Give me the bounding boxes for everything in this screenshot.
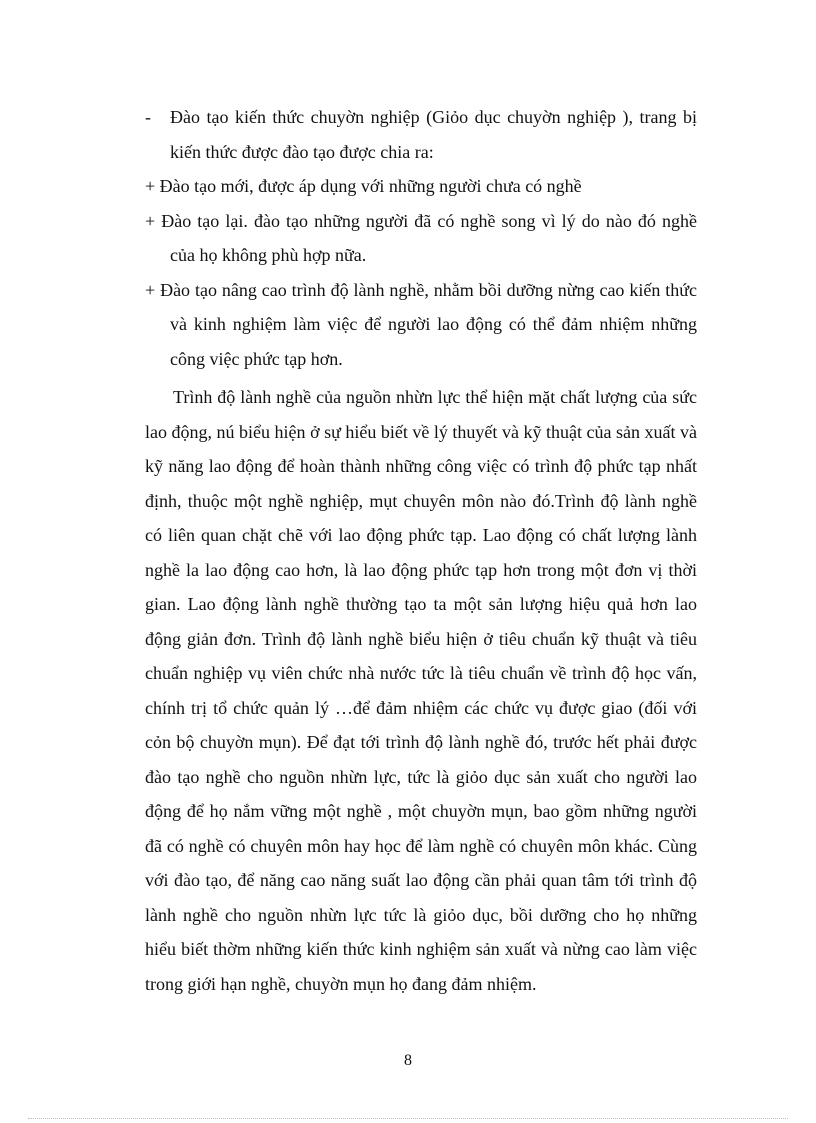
- plus-list-item-retraining: + Đào tạo lại. đào tạo những người đã có nghề song vì lý do nào đó nghề của họ không phù hợp nữa.: [145, 210, 697, 265]
- dash-list-item: [145, 100, 697, 169]
- plus-list-item-new-training: + Đào tạo mới, được áp dụng với những người chưa có nghề: [145, 176, 582, 196]
- dash-marker: -: [145, 107, 151, 127]
- document-body: [145, 100, 697, 1001]
- page-bottom-divider: [28, 1118, 788, 1119]
- plus-list-item-advanced-training: + Đào tạo nâng cao trình độ lành nghề, nhằm bồi dưỡng nừng cao kiến thức và kinh nghiệm làm việc để người lao động có thể đảm nhiệm những công việc phức tạp hơn.: [145, 279, 697, 369]
- dash-list-item-text: Đào tạo kiến thức chuyờn nghiệp (Giỏo dục chuyờn nghiệp ), trang bị kiến thức được đào tạo được chia ra:: [170, 107, 697, 162]
- page-number: 8: [404, 1052, 412, 1069]
- body-paragraph: Trình độ lành nghề của nguồn nhừn lực thể hiện mặt chất lượng của sức lao động, nú biểu hiện ở sự hiểu biết về lý thuyết và kỹ thuật của sản xuất và kỹ năng lao động để hoàn thành những công việc có trình độ phức tạp nhất định, thuộc một nghề nghiệp, mụt chuyên môn nào đó.Trình độ lành nghề có liên quan chặt chẽ với lao động phức tạp. Lao động có chất lượng lành nghề la lao động cao hơn, là lao động phức tạp hơn trong một đơn vị thời gian. Lao động lành nghề thường tạo ta một sản lượng hiệu quả hơn lao động giản đơn. Trình độ lành nghề biểu hiện ở tiêu chuẩn kỹ thuật và tiêu chuẩn nghiệp vụ viên chức nhà nước tức là tiêu chuẩn về trình độ học vấn, chính trị tổ chức quản lý …để đảm nhiệm các chức vụ được giao (đối với cỏn bộ chuyờn mụn). Để đạt tới trình độ lành nghề đó, trước hết phải được đào tạo nghề cho nguồn nhừn lực, tức là giỏo dục sản xuất cho người lao động để họ nắm vững một nghề , một chuyờn mụn, bao gồm những người đã có nghề có chuyên môn hay học để làm nghề có chuyên môn khác. Cùng với đào tạo, để năng cao năng suất lao động cần phải quan tâm tới trình độ lành nghề cho nguồn nhừn lực tức là giỏo dục, bồi dưỡng cho họ những hiểu biết thờm những kiến thức kinh nghiệm sản xuất và nừng cao làm việc trong giới hạn nghề, chuyờn mụn họ đang đảm nhiệm.: [145, 387, 697, 994]
